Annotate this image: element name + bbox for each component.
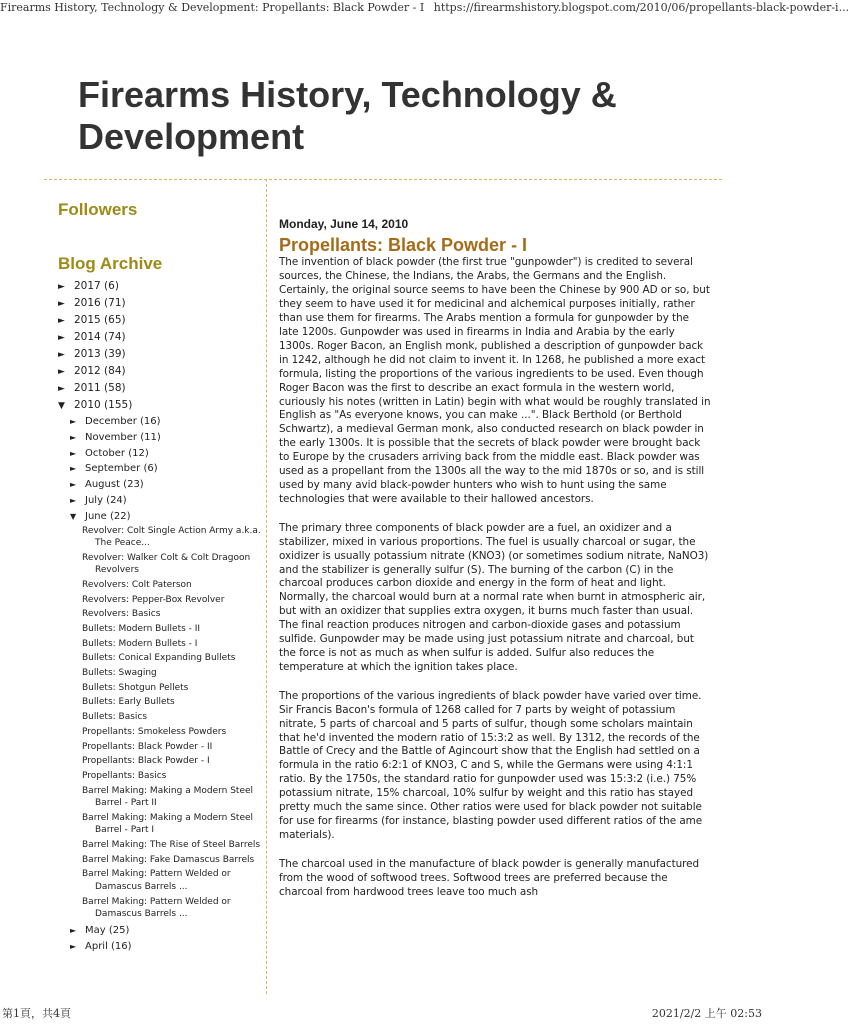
- archive-post-link[interactable]: Barrel Making: Making a Modern Steel Barrel - Part II: [82, 785, 254, 809]
- archive-post-link[interactable]: Barrel Making: Fake Damascus Barrels: [82, 854, 255, 865]
- archive-month-label[interactable]: November (11): [85, 431, 161, 443]
- blog-archive-heading: Blog Archive: [58, 254, 163, 273]
- collapsed-arrow-icon[interactable]: ►: [70, 480, 77, 490]
- followers-heading: Followers: [58, 200, 138, 219]
- column-divider: [266, 179, 267, 994]
- archive-month[interactable]: [58, 477, 263, 493]
- archive-year-label[interactable]: 2012 (84): [74, 365, 126, 377]
- archive-post-link[interactable]: Revolvers: Basics: [82, 609, 161, 620]
- archive-month[interactable]: [58, 923, 263, 939]
- archive-post-link[interactable]: Revolver: Colt Single Action Army a.k.a. The Peace...: [82, 525, 261, 549]
- archive-post-link[interactable]: Barrel Making: Pattern Welded or Damascus Barrels ...: [82, 869, 231, 892]
- archive-year-label[interactable]: 2010 (155): [74, 399, 133, 411]
- archive-month-expanded[interactable]: [58, 509, 263, 525]
- expanded-arrow-icon[interactable]: ▼: [58, 401, 65, 411]
- archive-month[interactable]: [58, 430, 263, 446]
- collapsed-arrow-icon[interactable]: ►: [58, 384, 65, 394]
- collapsed-arrow-icon[interactable]: ►: [70, 941, 77, 951]
- archive-post-link[interactable]: Propellants: Black Powder - I: [82, 756, 210, 767]
- archive-month-label[interactable]: September (6): [85, 463, 158, 475]
- archive-month-label[interactable]: August (23): [85, 479, 144, 491]
- archive-month[interactable]: [58, 446, 263, 462]
- archive-year[interactable]: [58, 363, 263, 380]
- archive-month[interactable]: [58, 414, 263, 430]
- archive-year-label[interactable]: 2011 (58): [74, 382, 126, 394]
- print-footer: [0, 1003, 768, 1023]
- june-post-list: [58, 525, 263, 921]
- archive-month-label[interactable]: May (25): [85, 924, 130, 936]
- post-paragraph: The primary three components of black powder are a fuel, an oxidizer and a stabilizer, mixed in various proportions. The fuel is usually charcoal or sugar, the oxidizer is usually potassium nitrate (KNO3) (or sometimes sodium nitrate, NaNO3) and the stabilizer is generally sulfur (S). The burning of the carbon (C) in the charcoal produces carbon dioxide and energy in the form of heat and light. Normally, the charcoal would burn at a normal rate when burnt in atmospheric air, but with an oxidizer that supplies extra oxygen, it burns much faster than usual. The final reaction produces nitrogen and carbon-dioxide gases and potassium sulfide. Gunpowder may be made using just potassium nitrate and charcoal, but the force is not as much as when sulfur is added. Sulfur also reduces the temperature at which the ignition takes place.: [279, 521, 709, 674]
- archive-year-expanded[interactable]: [58, 397, 263, 414]
- archive-post-link[interactable]: Bullets: Early Bullets: [82, 697, 175, 708]
- archive-month-label[interactable]: June (22): [85, 510, 131, 522]
- archive-post-link[interactable]: Propellants: Black Powder - II: [82, 741, 213, 752]
- collapsed-arrow-icon[interactable]: ►: [58, 316, 65, 326]
- collapsed-arrow-icon[interactable]: ►: [58, 299, 65, 309]
- post-date: Monday, June 14, 2010: [279, 217, 409, 231]
- archive-post-link[interactable]: Bullets: Conical Expanding Bullets: [82, 653, 236, 664]
- archive-month[interactable]: [58, 939, 263, 955]
- archive-post-link[interactable]: Propellants: Smokeless Powders: [82, 726, 227, 737]
- archive-post-link[interactable]: Bullets: Swaging: [82, 668, 157, 679]
- archive-month-label[interactable]: July (24): [85, 494, 127, 506]
- archive-post-link[interactable]: Barrel Making: The Rise of Steel Barrels: [82, 839, 261, 850]
- print-url: https://firearmshistory.blogspot.com/2010/06/propellants-black-powder-i...: [433, 1, 849, 14]
- archive-month[interactable]: [58, 493, 263, 509]
- archive-post-link[interactable]: Bullets: Modern Bullets - I: [82, 638, 198, 649]
- archive-month[interactable]: [58, 461, 263, 477]
- print-page-number: 第1頁，共4頁: [2, 1007, 71, 1020]
- archive-year[interactable]: [58, 312, 263, 329]
- collapsed-arrow-icon[interactable]: ►: [70, 495, 77, 505]
- post-body: [279, 216, 711, 914]
- collapsed-arrow-icon[interactable]: ►: [58, 333, 65, 343]
- collapsed-arrow-icon[interactable]: ►: [58, 350, 65, 360]
- archive-month-label[interactable]: October (12): [85, 447, 149, 459]
- collapsed-arrow-icon[interactable]: ►: [70, 464, 77, 474]
- collapsed-arrow-icon[interactable]: ►: [58, 282, 65, 292]
- post-title[interactable]: Propellants: Black Powder - I: [279, 235, 528, 255]
- archive-list: [58, 278, 263, 954]
- archive-post-link[interactable]: Bullets: Modern Bullets - II: [82, 624, 201, 635]
- archive-year[interactable]: [58, 329, 263, 346]
- collapsed-arrow-icon[interactable]: ►: [58, 367, 65, 377]
- archive-year-label[interactable]: 2016 (71): [74, 297, 126, 309]
- print-header: [0, 0, 849, 18]
- post-paragraph: The proportions of the various ingredients of black powder have varied over time. Sir Francis Bacon's formula of 1268 called for 7 parts by weight of potassium nitrate, 5 parts of charcoal and 5 parts of sulfur, though some scholars maintain that he'd invented the modern ratio of 15:3:2 as well. By 1312, the records of the Battle of Crecy and the Battle of Agincourt show that the English had settled on a formula in the ratio 6:2:1 of KNO3, C and S, while the Germans were using 4:1:1 ratio. By the 1750s, the standard ratio for gunpowder used was 15:3:2 (i.e.) 75% potassium nitrate, 15% charcoal, 10% sulfur by weight and this ratio has stayed pretty much the same since. Other ratios were used for black powder not suitable for use for firearms (for instance, blasting powder used different ratios of the ame materials).: [279, 689, 703, 842]
- archive-year-label[interactable]: 2017 (6): [74, 280, 119, 292]
- archive-year-label[interactable]: 2013 (39): [74, 348, 126, 360]
- print-page-title: Firearms History, Technology & Development: Propellants: Black Powder - I: [0, 1, 425, 14]
- print-timestamp: 2021/2/2 上午 02:53: [651, 1007, 762, 1020]
- archive-post-link[interactable]: Barrel Making: Making a Modern Steel Barrel - Part I: [82, 812, 254, 836]
- post-paragraph: The invention of black powder (the first true "gunpowder") is credited to several sources, the Chinese, the Indians, the Arabs, the Germans and the English. Certainly, the original source seems to have been the Chinese by 900 AD or so, but they seem to have used it for medicinal and alchemical purposes initially, rather than use them for firearms. The Arabs mention a formula for gunpowder by the late 1200s. Gunpowder was used in firearms in India and Arabia by the early 1300s. Roger Bacon, an English monk, published a description of gunpowder back in 1242, although he did not claim to invent it. In 1268, he published a more exact formula, listing the proportions of the various ingredients to be used. Even though Roger Bacon was the first to describe an exact formula in the western world, curiously his notes (written in Latin) begin with what would be roughly translated in English as "As everyone knows, you can make ...". Black Berthold (or Berthold Schwartz), a medieval German monk, also conducted research on black powder in the early 1300s. It is possible that the secrets of black powder were brought back to Europe by the crusaders arriving back from the middle east. Black powder was used as a propellant from the 1300s all the way to the mid 1870s or so, and is still used by many avid black-powder hunters who wish to hunt using the same technologies that were available to their hallowed ancestors.: [279, 256, 711, 506]
- expanded-arrow-icon[interactable]: ▼: [70, 511, 77, 521]
- archive-month-label[interactable]: December (16): [85, 416, 161, 427]
- archive-year-label[interactable]: 2015 (65): [74, 314, 126, 326]
- archive-post-link[interactable]: Revolvers: Colt Paterson: [82, 579, 192, 590]
- archive-year[interactable]: [58, 380, 263, 397]
- archive-year-label[interactable]: 2014 (74): [74, 331, 126, 343]
- header-divider: [44, 179, 722, 180]
- archive-post-link[interactable]: Barrel Making: Pattern Welded or Damascus Barrels ...: [82, 896, 231, 920]
- archive-post-link[interactable]: Propellants: Basics: [82, 770, 167, 781]
- archive-year[interactable]: [58, 346, 263, 363]
- blog-title[interactable]: Firearms History, Technology & Development: [78, 74, 617, 157]
- archive-year[interactable]: [58, 295, 263, 312]
- archive-post-link[interactable]: Bullets: Basics: [82, 712, 148, 723]
- archive-post-link[interactable]: Revolver: Walker Colt & Colt Dragoon Revolvers: [82, 552, 251, 576]
- archive-post-link[interactable]: Revolvers: Pepper-Box Revolver: [82, 594, 225, 605]
- archive-post-link[interactable]: Bullets: Shotgun Pellets: [82, 682, 189, 693]
- collapsed-arrow-icon[interactable]: ►: [70, 448, 77, 458]
- collapsed-arrow-icon[interactable]: ►: [70, 432, 77, 442]
- collapsed-arrow-icon[interactable]: ►: [70, 417, 77, 426]
- post-paragraph: The charcoal used in the manufacture of black powder is generally manufactured from the wood of softwood trees. Softwood trees are preferred because the charcoal from hardwood trees leave too much ash: [279, 857, 700, 898]
- archive-month-label[interactable]: April (16): [85, 940, 132, 952]
- collapsed-arrow-icon[interactable]: ►: [70, 925, 77, 935]
- archive-year[interactable]: [58, 278, 263, 295]
